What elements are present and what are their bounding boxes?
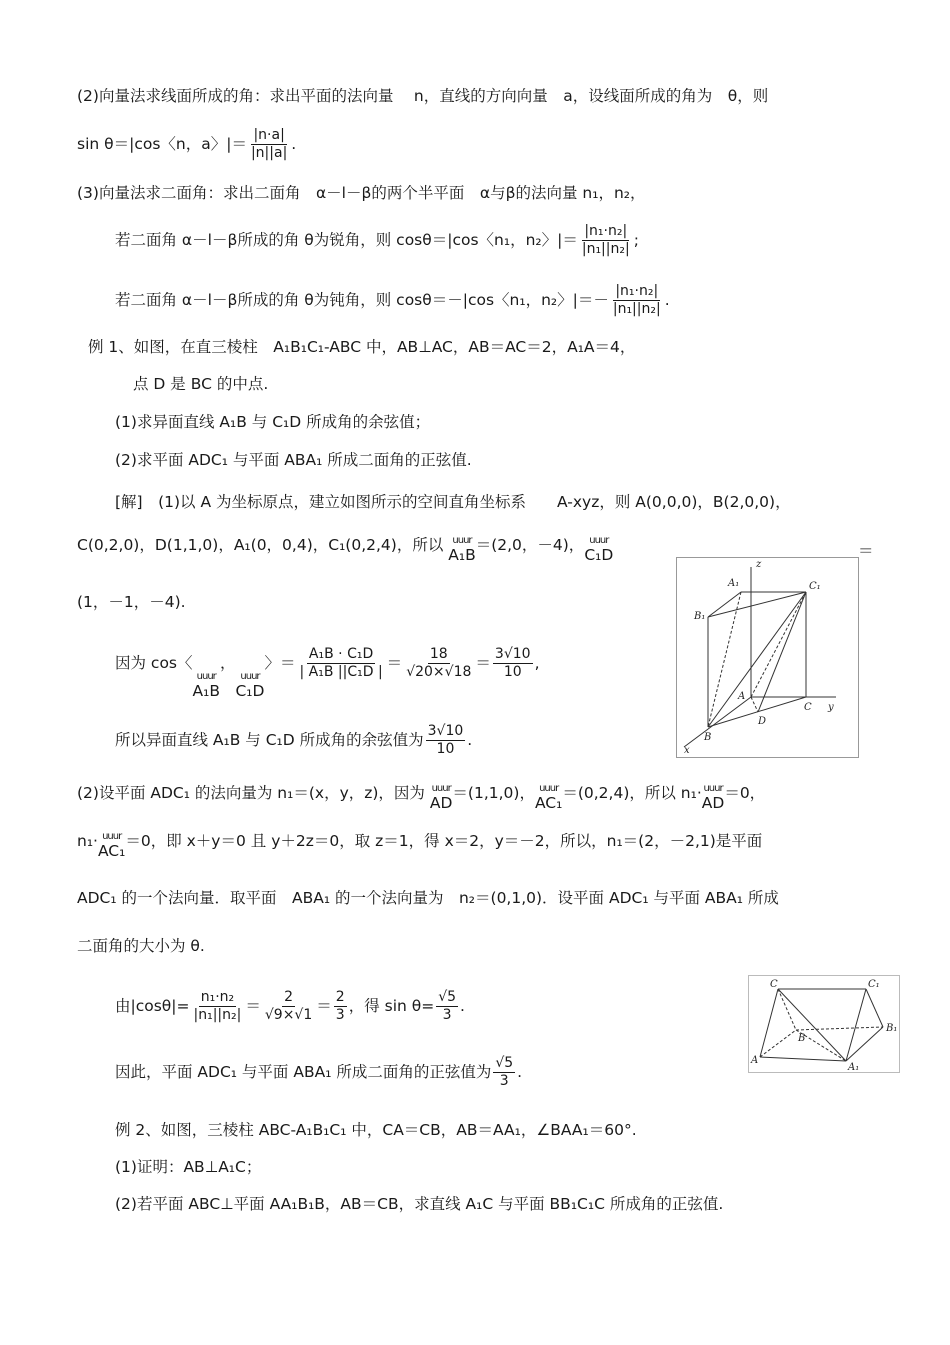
label-A1: A₁ [728,578,740,589]
result2-line: 因此，平面 ADC₁ 与平面 ABA₁ 所成二面角的正弦值为 $\frac{√5}{3}$ . [115,1055,523,1089]
edge-CA [760,989,778,1057]
text-line-1: (2)向量法求线面所成的角：求出平面的法向量 n，直线的方向向量 a，设线面所成的角为 θ，则 [77,87,769,105]
acute-formula-prefix: 若二面角 α－l－β所成的角 θ为锐角，则 cosθ＝|cos〈n₁，n₂〉|＝ [115,231,578,249]
part2-text: n₁· [77,832,98,850]
text-line-5: 若二面角 α－l－β所成的角 θ为钝角，则 cosθ＝－|cos〈n₁，n₂〉|＝－ $\frac{\text{|n₁·n₂|}}{\text{|n₁||n₂|}}$ . [115,283,670,317]
segment-AC1 [751,592,806,697]
vector-label: A₁B [192,682,220,700]
part2-line-1 [77,776,765,810]
fraction-numerator: 3√10 [494,646,531,662]
solution-text: C(0,2,0)，D(1,1,0)，A₁(0，0,4)，C₁(0,2,4)，所以 [77,536,449,554]
fraction-numerator: √5 [495,1055,514,1071]
fraction-denominator: | A₁B ||C₁D | [299,664,383,680]
comma: ， [219,654,236,672]
fraction-denominator: |n₁||n₂| [193,1007,242,1023]
fraction-numerator: n₁·n₂ [200,989,235,1005]
vector-arrow: uuur [240,671,260,682]
text-line-2: sin θ＝|cos〈n，a〉|＝ $\frac{|n\cdot a|}{|n||a|}$ . [77,127,297,161]
fraction-denominator: √9×√1 [264,1007,313,1023]
cos-prefix: 由|cosθ|= [115,997,190,1015]
edge-AB [760,1030,796,1057]
sin-formula-prefix: sin θ＝|cos〈n，a〉|＝ [77,135,247,153]
oblique-prism-figure [748,975,900,1073]
cos-calculation: 因为 cos〈 uuur A₁B ， uuur C₁D 〉＝ $\frac{\text{A₁B · C₁D}}{\text{| A₁B ||C₁D |}}$ ＝ $\frac{18}{√20\times√18}$ ＝ $\frac{3√10}{10}$ , [115,646,540,700]
fraction-denominator: |n₁||n₂| [612,301,661,317]
cos-fraction-3 [334,989,347,1024]
fraction-denominator: 3 [442,1007,452,1023]
fraction-numerator: |n·a| [253,127,285,143]
label-D: D [758,716,767,727]
vector-AD [702,782,725,810]
part2-text: ，得 sin θ= [348,997,435,1015]
part2-text: ＝0， [724,784,766,802]
result1-fraction [426,723,466,758]
vector-arrow: uuur [431,783,451,794]
label-B: B [798,1033,806,1044]
segment-C1D [758,592,806,712]
prism-coordinate-figure [676,557,859,758]
cos-fraction-2 [263,989,314,1024]
vector-label: C₁D [584,546,614,564]
vector-label: AC₁ [97,842,126,860]
segment-CA1 [778,989,846,1061]
example1-statement: 例 1、如图，在直三棱柱 A₁B₁C₁-ABC 中，AB⊥AC，AB＝AC＝2，A₁A＝4， [88,338,636,356]
fraction-numerator: √5 [438,989,457,1005]
fraction-denominator: |n||a| [250,145,288,161]
vector-AD [430,782,453,810]
part2-cos-calculation: 由|cosθ|= $\frac{\text{n₁·n₂}}{\text{|n₁||n₂|}}$ ＝ $\frac{2}{√9\times√1}$ ＝ $\frac{2}{3}$ ，得 sin θ= $\frac{√5}{3}$ . [115,989,465,1023]
vector-A1B [193,670,220,698]
edge-BB1 [796,1027,883,1030]
label-C1: C₁ [868,979,880,990]
fraction-numerator: A₁B · C₁D [308,646,374,662]
fraction-numerator: 2 [335,989,345,1005]
segment-A1B-like [708,592,806,727]
fraction-denominator: 3 [335,1007,345,1023]
part2-text: (2)设平面 ADC₁ 的法向量为 n₁＝(x，y，z)，因为 [77,784,430,802]
label-x: x [684,745,690,756]
label-C1: C₁ [809,581,821,592]
solution-line-2 [77,528,613,562]
cos-close: 〉＝ [264,654,296,672]
vector-C1D [584,534,613,562]
fraction-denominator: √20×√18 [406,664,472,680]
example1-question1: (1)求异面直线 A₁B 与 C₁D 所成角的余弦值； [115,413,431,431]
fraction-denominator: 10 [436,741,455,757]
vector-arrow: uuur [452,535,472,546]
result2-fraction [493,1055,515,1090]
label-B1: B₁ [694,611,706,622]
label-A: A [738,691,746,702]
vector-label: AC₁ [534,794,563,812]
label-C: C [804,702,812,713]
edge-C1A1 [846,989,866,1061]
solution-line-1: [解] (1)以 A 为坐标原点，建立如图所示的空间直角坐标系 A-xyz，则 A(0,0,0)，B(2,0,0)， [115,493,791,511]
part2-line-4: 二面角的大小为 θ. [77,937,205,955]
example2-question2: (2)若平面 ABC⊥平面 AA₁B₁B，AB＝CB，求直线 A₁C 与平面 BB₁C₁C 所成角的正弦值. [115,1195,724,1213]
cos-fraction-3 [493,646,533,681]
cos-fraction-2 [404,646,473,681]
vector-label: A₁B [448,546,476,564]
acute-formula-fraction [580,223,632,258]
label-C: C [770,979,778,990]
obtuse-formula-prefix: 若二面角 α－l－β所成的角 θ为钝角，则 cosθ＝－|cos〈n₁，n₂〉|＝－ [115,291,609,309]
edge-C1B1 [866,989,883,1027]
vector-label: AD [701,794,725,812]
label-B: B [704,732,712,743]
vector-arrow: uuur [539,783,559,794]
text-line-3: (3)向量法求二面角：求出二面角 α－l－β的两个半平面 α与β的法向量 n₁，n₂， [77,184,646,202]
vector-arrow: uuur [196,671,216,682]
edge-B1A1 [846,1027,883,1061]
vector-C1D [235,670,264,698]
fraction-numerator: 18 [429,646,448,662]
cos-prefix: 因为 cos〈 [115,654,193,672]
edge-AA1 [760,1057,846,1061]
example2-question1: (1)证明：AB⊥A₁C； [115,1158,262,1176]
figure-frame [677,558,859,758]
solution-text: ＝(2,0，－4)， [475,536,585,554]
vector-arrow: uuur [703,783,723,794]
example1-statement-cont: 点 D 是 BC 的中点. [133,375,269,393]
part2-text: ＝(0,2,4)，所以 n₁· [562,784,702,802]
equals-sign: ＝ [858,542,874,560]
label-y: y [828,702,834,713]
fraction-numerator: 2 [284,989,294,1005]
fraction-denominator: 3 [499,1073,509,1089]
x-axis [684,697,751,747]
result1-line: 所以异面直线 A₁B 与 C₁D 所成角的余弦值为 $\frac{3√10}{10}$ . [115,723,473,757]
edge-BC [708,697,806,727]
result2-text: 因此，平面 ADC₁ 与平面 ABA₁ 所成二面角的正弦值为 [115,1063,492,1081]
result1-text: 所以异面直线 A₁B 与 C₁D 所成角的余弦值为 [115,731,424,749]
solution-line-3: (1，－1，－4). [77,593,186,611]
example1-question2: (2)求平面 ADC₁ 与平面 ABA₁ 所成二面角的正弦值. [115,451,472,469]
part2-line-2 [77,824,762,858]
vector-label: C₁D [235,682,265,700]
vector-AC1 [535,782,562,810]
vector-AC1 [98,830,125,858]
example2-statement: 例 2、如图，三棱柱 ABC-A₁B₁C₁ 中，CA＝CB，AB＝AA₁，∠BAA₁＝60°. [115,1121,637,1139]
fraction-numerator: 3√10 [427,723,464,739]
part2-line-3: ADC₁ 的一个法向量．取平面 ABA₁ 的一个法向量为 n₂＝(0,1,0)．设平面 ADC₁ 与平面 ABA₁ 所成 [77,889,779,907]
vector-label: AD [429,794,453,812]
label-A1: A₁ [848,1062,860,1073]
sin-fraction [436,989,458,1024]
fraction-denominator: 10 [503,664,522,680]
vector-arrow: uuur [589,535,609,546]
fraction-denominator: |n₁||n₂| [581,241,630,257]
edge-B1C1 [708,592,806,617]
cos-fraction-1 [297,646,384,681]
equals-sign: ＝ [245,997,261,1015]
segment-A1B [708,592,741,727]
part2-text: ＝(1,1,0)， [452,784,535,802]
sin-formula-fraction [249,127,289,162]
segment-AD [751,697,758,712]
label-A: A [751,1055,759,1066]
fraction-numerator: |n₁·n₂| [615,283,659,299]
edge-CB [778,989,796,1030]
fraction-numerator: |n₁·n₂| [584,223,628,239]
obtuse-formula-fraction [611,283,663,318]
vector-arrow: uuur [102,831,122,842]
text-line-4: 若二面角 α－l－β所成的角 θ为锐角，则 cosθ＝|cos〈n₁，n₂〉|＝ $\frac{\text{|n₁·n₂|}}{\text{|n₁||n₂|}}$ ; [115,223,639,257]
part2-text: ＝0，即 x＋y＝0 且 y＋2z＝0，取 z＝1，得 x＝2，y＝－2，所以，n₁＝(2，－2,1)是平面 [125,832,763,850]
label-z: z [756,559,762,570]
label-B1: B₁ [886,1023,898,1034]
cos-fraction-1 [192,989,244,1024]
vector-A1B [448,534,475,562]
